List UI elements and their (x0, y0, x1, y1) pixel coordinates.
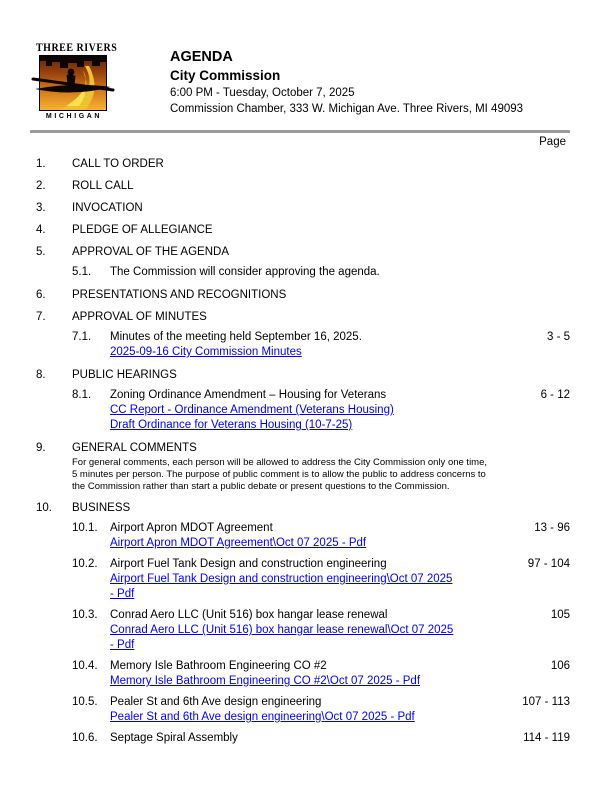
page-range: 3 - 5 (546, 331, 570, 343)
agenda-subitem-number: 5.1. (72, 266, 92, 278)
agenda-item-number: 9. (36, 442, 46, 454)
agenda-subitem (72, 608, 570, 653)
agenda-subitem (72, 330, 570, 360)
agenda-item-title: CALL TO ORDER (72, 158, 164, 170)
attachment-link[interactable]: 2025-09-16 City Commission Minutes (110, 346, 302, 358)
agenda-subitem (72, 659, 570, 689)
agenda-item-title: PUBLIC HEARINGS (72, 369, 177, 381)
agenda-item (36, 288, 570, 302)
agenda-item-number: 8. (36, 369, 46, 381)
agenda-subitem (72, 695, 570, 725)
page-range: 114 - 119 (523, 732, 570, 744)
agenda-item-number: 1. (36, 158, 46, 170)
agenda-subitem-number: 7.1. (72, 331, 92, 343)
agenda-item-body (72, 179, 570, 193)
logo-kayaker-icon (39, 55, 107, 111)
agenda-item (36, 179, 570, 193)
page-range: 105 (550, 609, 570, 621)
agenda-item-title: PLEDGE OF ALLEGIANCE (72, 224, 213, 236)
agenda-item-number: 4. (36, 224, 46, 236)
agenda-subitem-body (110, 731, 455, 746)
agenda-item-title: APPROVAL OF MINUTES (72, 311, 207, 323)
agenda-subitem-title: Conrad Aero LLC (Unit 516) box hangar lease renewal (110, 609, 388, 621)
agenda-subitem-body (110, 659, 455, 689)
agenda-subitem-title: Zoning Ordinance Amendment – Housing for Veterans (110, 389, 387, 401)
agenda-item (36, 245, 570, 280)
agenda-item-body (72, 368, 570, 433)
page-range: 97 - 104 (527, 558, 570, 570)
agenda-subitem-body (110, 330, 455, 360)
agenda-subitem-body (110, 608, 455, 653)
agenda-item-number: 5. (36, 246, 46, 258)
agenda-item-title: BUSINESS (72, 502, 131, 514)
agenda-item-body (72, 288, 570, 302)
attachment-link[interactable]: Draft Ordinance for Veterans Housing (10-7-25) (110, 419, 353, 431)
agenda-item (36, 223, 570, 237)
page-range: 13 - 96 (534, 522, 570, 534)
agenda-item-number: 10. (36, 502, 52, 514)
agenda-subitem-number: 10.6. (72, 732, 98, 744)
attachment-link[interactable]: Pealer St and 6th Ave design engineering\Oct 07 2025 - Pdf (110, 711, 415, 723)
agenda-item-body (72, 245, 570, 280)
agenda-subitem (72, 265, 570, 280)
agenda-item-title: PRESENTATIONS AND RECOGNITIONS (72, 289, 287, 301)
agenda-item-body (72, 157, 570, 171)
agenda-subitem-body (110, 388, 455, 433)
agenda-item-body (72, 201, 570, 215)
page-range: 107 - 113 (522, 696, 570, 708)
agenda-subitem-number: 8.1. (72, 389, 92, 401)
agenda-item-title: GENERAL COMMENTS (72, 442, 197, 454)
logo-city-name: THREE RIVERS (36, 42, 118, 55)
agenda-subitem-number: 10.1. (72, 522, 98, 534)
agenda-subitem (72, 388, 570, 433)
logo-state-name: MICHIGAN (45, 113, 103, 120)
agenda-item-number: 3. (36, 202, 46, 214)
attachment-link[interactable]: Airport Fuel Tank Design and construction engineering\Oct 07 2025 - Pdf (110, 573, 453, 600)
agenda-item-number: 7. (36, 311, 46, 323)
agenda-item (36, 501, 570, 746)
agenda-subitem-title: The Commission will consider approving the agenda. (110, 266, 380, 278)
agenda-subitem-title: Pealer St and 6th Ave design engineering (110, 696, 322, 708)
agenda-subitem-body (110, 265, 455, 280)
agenda-item (36, 441, 570, 493)
agenda-subitem (72, 557, 570, 602)
agenda-subitem (72, 521, 570, 551)
agenda-item-body (72, 223, 570, 237)
agenda-item-body (72, 501, 570, 746)
agenda-item-body (72, 310, 570, 360)
city-logo (36, 42, 118, 120)
attachment-link[interactable]: Memory Isle Bathroom Engineering CO #2\Oct 07 2025 - Pdf (110, 675, 421, 687)
attachment-link[interactable]: Airport Apron MDOT Agreement\Oct 07 2025 - Pdf (110, 537, 367, 549)
agenda-subitem-body (110, 521, 455, 551)
agenda-subitem-title: Airport Apron MDOT Agreement (110, 522, 273, 534)
agenda-item-title: ROLL CALL (72, 180, 134, 192)
agenda-subitem-title: Memory Isle Bathroom Engineering CO #2 (110, 660, 327, 672)
agenda-item-number: 6. (36, 289, 46, 301)
agenda-item-title: APPROVAL OF THE AGENDA (72, 246, 229, 258)
agenda-subitem-number: 10.2. (72, 558, 98, 570)
attachment-link[interactable]: CC Report - Ordinance Amendment (Veterans Housing) (110, 404, 394, 416)
meeting-datetime: 6:00 PM - Tuesday, October 7, 2025 (170, 87, 355, 99)
agenda-subitem-body (110, 695, 455, 725)
page-range: 6 - 12 (540, 389, 570, 401)
meeting-body-name: City Commission (170, 68, 281, 83)
header-divider (30, 130, 570, 133)
agenda-item (36, 310, 570, 360)
attachment-link[interactable]: Conrad Aero LLC (Unit 516) box hangar lease renewal\Oct 07 2025 - Pdf (110, 624, 454, 651)
agenda-subitem-title: Septage Spiral Assembly (110, 732, 238, 744)
agenda-list (36, 157, 570, 754)
agenda-item-title: INVOCATION (72, 202, 143, 214)
agenda-subitem (72, 731, 570, 746)
agenda-item (36, 201, 570, 215)
agenda-item-body (72, 441, 570, 493)
meeting-location: Commission Chamber, 333 W. Michigan Ave. Three Rivers, MI 49093 (170, 103, 524, 115)
page-title: AGENDA (170, 49, 233, 65)
agenda-subitem-number: 10.5. (72, 696, 98, 708)
document-header (170, 49, 523, 116)
agenda-subitem-title: Minutes of the meeting held September 16, 2025. (110, 331, 362, 343)
page-range: 106 (550, 660, 570, 672)
agenda-subitem-title: Airport Fuel Tank Design and construction engineering (110, 558, 387, 570)
agenda-item (36, 157, 570, 171)
agenda-item-number: 2. (36, 180, 46, 192)
agenda-subitem-number: 10.3. (72, 609, 98, 621)
page-column-label: Page (539, 136, 566, 148)
agenda-subitem-body (110, 557, 455, 602)
agenda-subitem-number: 10.4. (72, 660, 98, 672)
agenda-item-note: For general comments, each person will be allowed to address the City Commission only one time, 5 minutes per person. The purpose of public comment is to allow the public to address concerns to the Commission rather than start a public debate or present questions to the Commission. (72, 457, 488, 492)
agenda-item (36, 368, 570, 433)
